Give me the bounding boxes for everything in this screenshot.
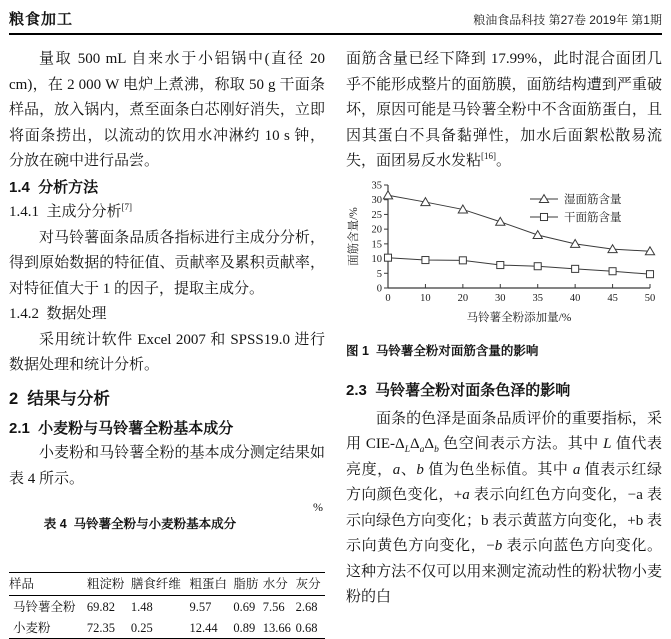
chart-text: 35 [532, 292, 543, 304]
text-segment: Δ [424, 436, 435, 452]
figure-1-caption: 图 1 马铃薯全粉对面筋含量的影响 [346, 343, 539, 358]
square-marker [384, 254, 391, 261]
square-marker [497, 261, 504, 268]
table-4-body [9, 596, 325, 639]
figure-1-chart [346, 178, 662, 330]
text-segment: a [419, 445, 425, 455]
text-segment: 值为色坐标值。其中 [423, 461, 573, 478]
table-cell: 7.56 [262, 599, 285, 614]
square-marker [609, 267, 616, 274]
text-segment: 、 [400, 461, 417, 478]
journal-section-title: 粮食加工 [9, 11, 74, 28]
left-column [9, 47, 325, 639]
square-marker [422, 256, 429, 263]
journal-issue-info: 粮油食品科技 第27卷 2019年 第1期 [473, 13, 662, 27]
line-chart-svg [346, 178, 662, 330]
text-segment: 色空间表示方法。其中 [438, 436, 604, 452]
heading-2-1: 2.1 小麦粉与马铃薯全粉基本成分 [9, 419, 234, 437]
chart-xlabel: 马铃薯全粉添加量/% [466, 311, 572, 324]
chart-text: 20 [371, 224, 382, 236]
text-segment: b [494, 538, 503, 554]
table-header-cell: 粗蛋白 [189, 573, 233, 596]
text-segment: b [416, 461, 424, 478]
square-marker [572, 265, 579, 272]
table-header-cell: 样品 [9, 573, 87, 596]
table-header-cell: 水分 [263, 573, 296, 596]
chart-text: 40 [569, 292, 581, 304]
table-row [9, 596, 325, 618]
chart-text: 10 [420, 292, 431, 304]
table-4-header [9, 573, 325, 596]
table-cell: 小麦粉 [13, 620, 51, 635]
reference-7-marker: [7] [121, 202, 133, 212]
text-segment: a [462, 487, 470, 503]
chart-text: 0 [376, 283, 382, 294]
table-4-title-row [9, 497, 325, 569]
text-segment: Δ [410, 436, 420, 452]
legend-label: 湿面筋含量 [564, 193, 622, 206]
chart-text: 25 [371, 209, 382, 221]
chart-text: 50 [644, 292, 656, 304]
table-header-row [9, 573, 325, 596]
table-4-title: 表 4 马铃薯全粉与小麦粉基本成分 [43, 517, 237, 531]
text-segment: b [434, 445, 439, 455]
square-marker [459, 256, 466, 263]
table-header-cell: 膳食纤维 [131, 573, 190, 596]
chart-text: 20 [457, 292, 469, 304]
chart-text: 35 [371, 180, 382, 191]
chart-text: 30 [371, 194, 382, 206]
chart-text: 15 [371, 238, 382, 250]
paragraph-gluten-period: 。 [496, 153, 512, 169]
table-cell: 13.66 [262, 620, 291, 635]
table-cell: 72.35 [86, 620, 116, 635]
paragraph-table-intro: 小麦粉和马铃薯全粉的基本成分测定结果如表 4 所示。 [9, 445, 325, 487]
two-column-layout [9, 47, 662, 639]
text-segment: 表示向蓝色方向变化。这种方法不仅可以用来测定流动性的粉状物小麦粉的白 [346, 538, 662, 605]
table-cell: 0.89 [233, 620, 256, 635]
table-cell: 0.68 [295, 620, 318, 635]
chart-text: 5 [376, 268, 382, 280]
figure-1 [346, 178, 662, 365]
table-cell: 马铃薯全粉 [13, 599, 76, 614]
heading-1-4-1 [9, 200, 325, 226]
text-segment: L [404, 445, 410, 455]
table-cell: 12.44 [189, 620, 218, 635]
chart-text: 10 [371, 253, 382, 265]
table-header-cell: 粗淀粉 [87, 573, 131, 596]
chart-text: 45 [607, 292, 618, 304]
heading-1-4-1-text: 1.4.1 主成分分析 [9, 204, 122, 220]
text-segment: 值代表亮度， [346, 436, 662, 478]
table-header-cell: 灰分 [296, 573, 325, 596]
header-rule [9, 33, 662, 35]
square-marker [646, 270, 653, 277]
table-cell: 2.68 [295, 599, 318, 614]
chart-ylabel: 面筋含量/% [348, 206, 360, 266]
table-cell: 1.48 [130, 599, 153, 614]
table-row [9, 617, 325, 639]
legend-label: 干面筋含量 [564, 211, 622, 224]
text-segment: a [392, 461, 401, 478]
paragraph-color-method [346, 407, 662, 611]
square-marker [534, 262, 541, 269]
table-cell: 0.25 [130, 620, 153, 635]
heading-2: 2 结果与分析 [9, 389, 110, 408]
text-segment: 值表示红绿方向颜色变化，+ [346, 461, 662, 503]
table-4 [9, 497, 325, 639]
table-cell: 9.57 [189, 599, 212, 614]
heading-1-4: 1.4 分析方法 [9, 178, 99, 196]
text-segment: a [572, 461, 581, 478]
paragraph-cooking-method: 量取 500 mL 自来水于小铝锅中(直径 20 cm)，在 2 000 W 电炉上煮沸，称取 50 g 干面条样品，放入锅内，煮至面条白芯刚好消失，立即将面条捞出，以流动的饮用水冲淋约 10 s 钟，分放在碗中进行品尝。 [9, 51, 325, 169]
text-segment: L [603, 436, 612, 452]
chart-text: 30 [495, 292, 506, 304]
triangle-marker [533, 230, 542, 238]
paragraph-pca: 对马铃薯面条品质各指标进行主成分分析，得到原始数据的特征值、贡献率及累积贡献率，对特征值大于 1 的因子，提取主成分。 [9, 229, 325, 297]
table-4-grid [9, 572, 325, 639]
triangle-marker [383, 190, 392, 198]
table-4-unit: % [313, 500, 323, 514]
chart-text: 0 [385, 292, 391, 304]
heading-2-3: 2.3 马铃薯全粉对面条色泽的影响 [346, 382, 571, 399]
table-cell: 0.69 [233, 599, 256, 614]
reference-16-marker: [16] [481, 151, 497, 161]
paragraph-gluten-discussion [346, 47, 662, 175]
table-cell: 69.82 [86, 599, 116, 614]
right-column [346, 47, 662, 639]
text-segment: 表示向红色方向变化，−a 表示向绿色方向变化；b 表示黄蓝方向变化，+b 表示向黄色方向变化，− [346, 487, 662, 554]
heading-1-4-2: 1.4.2 数据处理 [9, 306, 107, 322]
paragraph-data-processing: 采用统计软件 Excel 2007 和 SPSS19.0 进行数据处理和统计分析。 [9, 331, 325, 373]
paragraph-gluten-text: 面筋含量已经下降到 17.99%，此时混合面团几乎不能形成整片的面筋膜，面筋结构遭到严重破坏，原因可能是马铃薯全粉中不含面筋蛋白，且因其蛋白不具备黏弹性，加水后面絮松散易流失，面团易反水发粘 [346, 51, 662, 169]
square-marker [540, 213, 547, 220]
triangle-marker [496, 217, 505, 225]
text-segment: 面条的色泽是面条品质评价的重要指标，采用 CIE-Δ [346, 410, 662, 452]
page-header [9, 8, 662, 29]
table-header-cell: 脂肪 [233, 573, 262, 596]
